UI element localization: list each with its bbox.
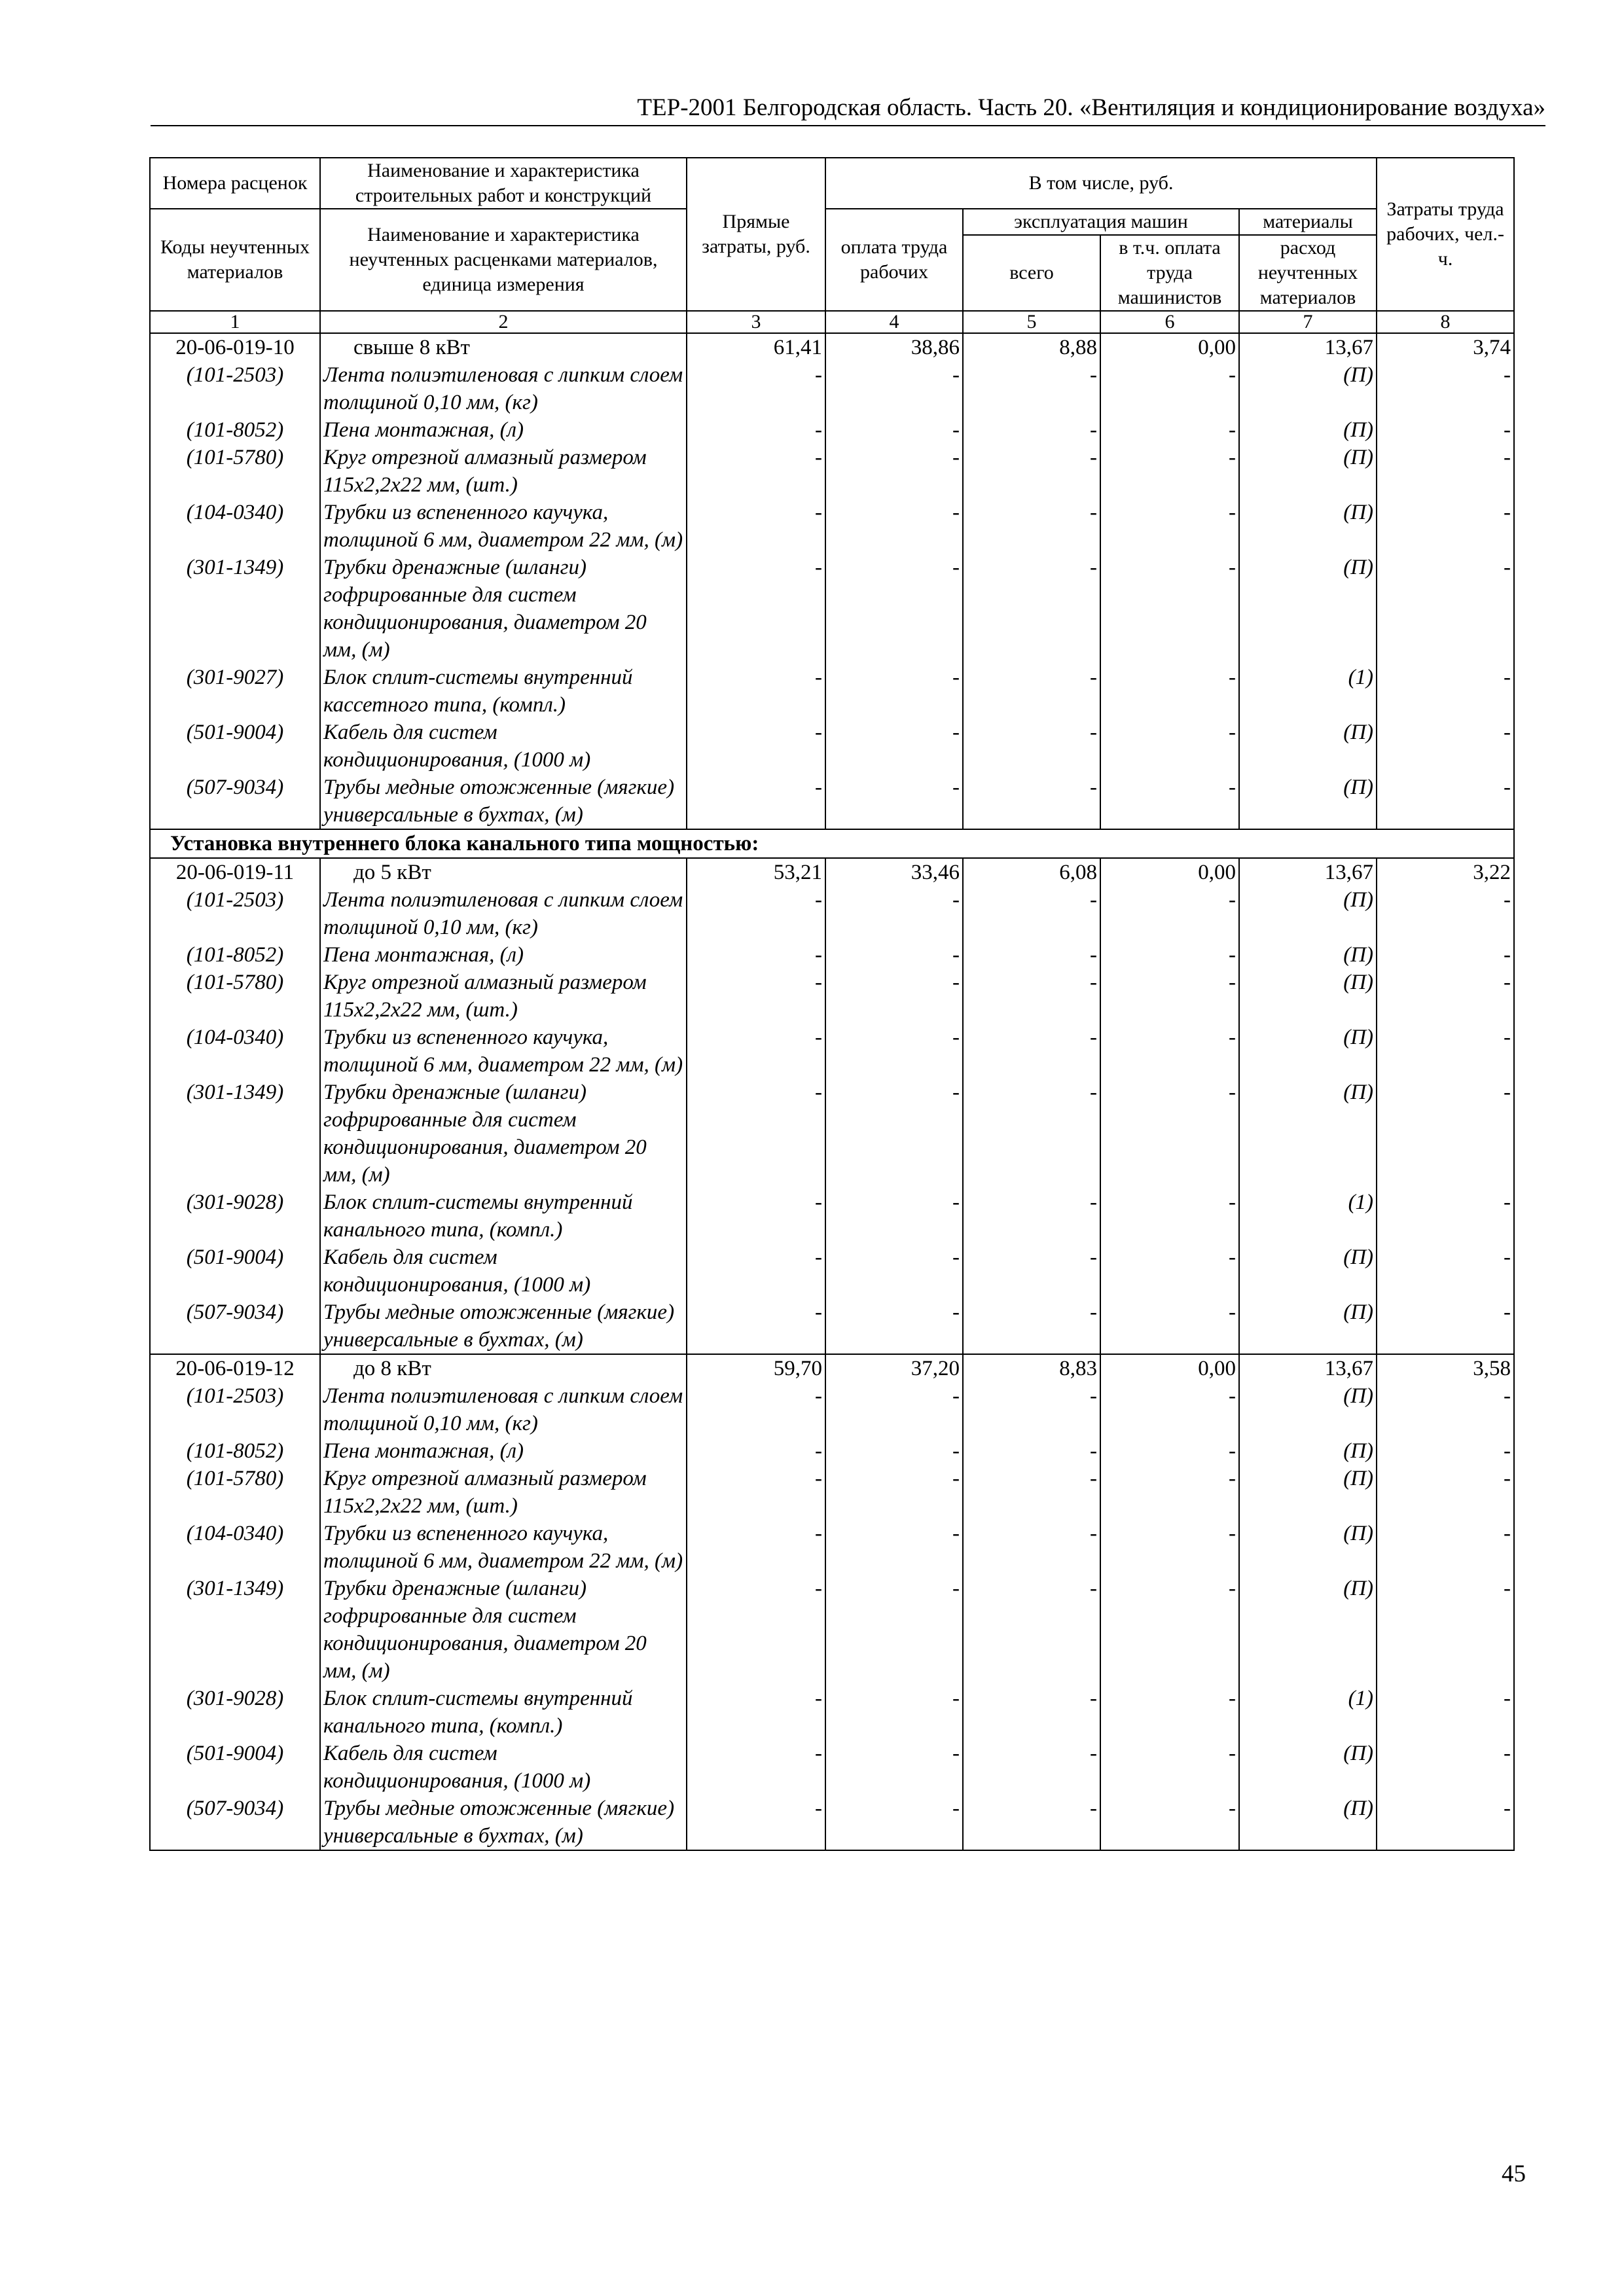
direct-costs: - bbox=[687, 969, 825, 1024]
labor-pay: - bbox=[825, 554, 963, 664]
rate-code: (501-9004) bbox=[150, 1244, 320, 1299]
direct-costs: - bbox=[687, 664, 825, 719]
labor-hours: - bbox=[1377, 444, 1514, 499]
direct-costs: - bbox=[687, 499, 825, 554]
machines-total: - bbox=[963, 886, 1100, 941]
labor-hours: - bbox=[1377, 361, 1514, 416]
labor-pay: - bbox=[825, 1244, 963, 1299]
material-row bbox=[150, 1244, 1514, 1299]
labor-hours: - bbox=[1377, 1740, 1514, 1795]
header-machinist-pay: в т.ч. оплата труда машинистов bbox=[1100, 235, 1239, 311]
item-name: Круг отрезной алмазный размером 115х2,2х22 мм, (шт.) bbox=[320, 444, 687, 499]
header-names-bottom: Наименование и характеристика неучтенных расценками материалов, единица измерения bbox=[320, 209, 687, 311]
column-number: 1 bbox=[150, 311, 320, 333]
item-name: Пена монтажная, (л) bbox=[320, 416, 687, 444]
materials-value: (П) bbox=[1239, 1575, 1377, 1685]
material-row bbox=[150, 664, 1514, 719]
labor-hours: - bbox=[1377, 1465, 1514, 1520]
item-name: Трубки из вспененного каучука, толщиной 6 мм, диаметром 22 мм, (м) bbox=[320, 1520, 687, 1575]
materials-value: (П) bbox=[1239, 1520, 1377, 1575]
labor-hours: - bbox=[1377, 1024, 1514, 1079]
header-labor-pay: оплата труда рабочих bbox=[825, 209, 963, 311]
materials-value: (П) bbox=[1239, 361, 1377, 416]
machines-total: - bbox=[963, 969, 1100, 1024]
direct-costs: - bbox=[687, 1382, 825, 1437]
materials-value: (П) bbox=[1239, 774, 1377, 829]
direct-costs: - bbox=[687, 1189, 825, 1244]
page-number: 45 bbox=[1502, 2161, 1526, 2187]
rate-code: (301-9028) bbox=[150, 1685, 320, 1740]
machines-total: - bbox=[963, 1685, 1100, 1740]
header-including: В том числе, руб. bbox=[825, 158, 1377, 209]
machines-total: 8,83 bbox=[963, 1354, 1100, 1382]
direct-costs: - bbox=[687, 1024, 825, 1079]
header-labor-hours: Затраты труда рабочих, чел.-ч. bbox=[1377, 158, 1514, 311]
labor-hours: 3,58 bbox=[1377, 1354, 1514, 1382]
machinist-pay: - bbox=[1100, 1437, 1239, 1465]
labor-pay: - bbox=[825, 1189, 963, 1244]
machines-total: - bbox=[963, 1382, 1100, 1437]
rate-code: (101-8052) bbox=[150, 1437, 320, 1465]
item-name: Трубки дренажные (шланги) гофрированные для систем кондиционирования, диаметром 20 мм, (м) bbox=[320, 1575, 687, 1685]
header-direct-costs: Прямые затраты, руб. bbox=[687, 158, 825, 311]
labor-hours: - bbox=[1377, 664, 1514, 719]
machines-total: - bbox=[963, 1189, 1100, 1244]
materials-value: (П) bbox=[1239, 1740, 1377, 1795]
column-number: 6 bbox=[1100, 311, 1239, 333]
rate-code: (104-0340) bbox=[150, 499, 320, 554]
machinist-pay: - bbox=[1100, 886, 1239, 941]
column-number: 8 bbox=[1377, 311, 1514, 333]
machines-total: - bbox=[963, 774, 1100, 829]
item-name: Пена монтажная, (л) bbox=[320, 1437, 687, 1465]
material-row bbox=[150, 1520, 1514, 1575]
labor-hours: 3,74 bbox=[1377, 333, 1514, 361]
item-name: Трубки дренажные (шланги) гофрированные для систем кондиционирования, диаметром 20 мм, (м) bbox=[320, 1079, 687, 1189]
machinist-pay: - bbox=[1100, 444, 1239, 499]
machinist-pay: - bbox=[1100, 416, 1239, 444]
direct-costs: - bbox=[687, 1079, 825, 1189]
direct-costs: - bbox=[687, 416, 825, 444]
rate-code: (101-5780) bbox=[150, 969, 320, 1024]
material-row bbox=[150, 1685, 1514, 1740]
material-row bbox=[150, 774, 1514, 829]
item-name: до 5 кВт bbox=[320, 858, 687, 886]
materials-value: (П) bbox=[1239, 719, 1377, 774]
item-name: Блок сплит-системы внутренний кассетного типа, (компл.) bbox=[320, 664, 687, 719]
labor-pay: - bbox=[825, 1575, 963, 1685]
direct-costs: - bbox=[687, 1244, 825, 1299]
machines-total: - bbox=[963, 1575, 1100, 1685]
material-row bbox=[150, 554, 1514, 664]
labor-pay: - bbox=[825, 1795, 963, 1850]
labor-pay: - bbox=[825, 1079, 963, 1189]
machines-total: - bbox=[963, 1024, 1100, 1079]
rate-code: (301-1349) bbox=[150, 554, 320, 664]
material-row bbox=[150, 969, 1514, 1024]
materials-value: (П) bbox=[1239, 886, 1377, 941]
labor-pay: - bbox=[825, 1740, 963, 1795]
machines-total: 6,08 bbox=[963, 858, 1100, 886]
materials-value: 13,67 bbox=[1239, 858, 1377, 886]
machinist-pay: - bbox=[1100, 1079, 1239, 1189]
material-row bbox=[150, 1795, 1514, 1850]
rate-code: (104-0340) bbox=[150, 1024, 320, 1079]
labor-pay: - bbox=[825, 774, 963, 829]
machines-total: - bbox=[963, 664, 1100, 719]
machines-total: - bbox=[963, 1437, 1100, 1465]
item-name: Кабель для систем кондиционирования, (1000 м) bbox=[320, 719, 687, 774]
column-number: 7 bbox=[1239, 311, 1377, 333]
rate-code: (101-5780) bbox=[150, 444, 320, 499]
direct-costs: 53,21 bbox=[687, 858, 825, 886]
running-header: ТЕР-2001 Белгородская область. Часть 20. «Вентиляция и кондиционирование воздуха» bbox=[151, 94, 1545, 126]
table-body bbox=[150, 333, 1514, 1850]
material-row bbox=[150, 444, 1514, 499]
direct-costs: - bbox=[687, 941, 825, 969]
labor-hours: - bbox=[1377, 886, 1514, 941]
material-row bbox=[150, 886, 1514, 941]
machinist-pay: - bbox=[1100, 1244, 1239, 1299]
direct-costs: - bbox=[687, 361, 825, 416]
labor-hours: - bbox=[1377, 1685, 1514, 1740]
labor-hours: - bbox=[1377, 1299, 1514, 1354]
rate-code: (301-1349) bbox=[150, 1575, 320, 1685]
material-row bbox=[150, 719, 1514, 774]
direct-costs: 61,41 bbox=[687, 333, 825, 361]
labor-pay: - bbox=[825, 1685, 963, 1740]
rate-code: 20-06-019-12 bbox=[150, 1354, 320, 1382]
machines-total: - bbox=[963, 361, 1100, 416]
machinist-pay: - bbox=[1100, 1465, 1239, 1520]
materials-value: (П) bbox=[1239, 1437, 1377, 1465]
item-name: Трубки из вспененного каучука, толщиной 6 мм, диаметром 22 мм, (м) bbox=[320, 1024, 687, 1079]
machines-total: - bbox=[963, 554, 1100, 664]
machinist-pay: - bbox=[1100, 1795, 1239, 1850]
labor-pay: 38,86 bbox=[825, 333, 963, 361]
labor-hours: - bbox=[1377, 1795, 1514, 1850]
materials-value: (1) bbox=[1239, 664, 1377, 719]
labor-pay: - bbox=[825, 1299, 963, 1354]
item-name: Лента полиэтиленовая с липким слоем толщиной 0,10 мм, (кг) bbox=[320, 361, 687, 416]
labor-pay: 37,20 bbox=[825, 1354, 963, 1382]
rate-code: (101-2503) bbox=[150, 361, 320, 416]
item-name: Блок сплит-системы внутренний канального типа, (компл.) bbox=[320, 1685, 687, 1740]
labor-pay: - bbox=[825, 1465, 963, 1520]
labor-pay: - bbox=[825, 1382, 963, 1437]
materials-value: (П) bbox=[1239, 1024, 1377, 1079]
direct-costs: - bbox=[687, 1299, 825, 1354]
direct-costs: - bbox=[687, 554, 825, 664]
labor-pay: 33,46 bbox=[825, 858, 963, 886]
header-unaccounted-materials: расход неучтенных материалов bbox=[1239, 235, 1377, 311]
labor-pay: - bbox=[825, 416, 963, 444]
direct-costs: - bbox=[687, 1437, 825, 1465]
machinist-pay: - bbox=[1100, 1024, 1239, 1079]
materials-value: 13,67 bbox=[1239, 1354, 1377, 1382]
labor-pay: - bbox=[825, 1520, 963, 1575]
machinist-pay: - bbox=[1100, 1299, 1239, 1354]
labor-hours: - bbox=[1377, 1437, 1514, 1465]
header-codes-top: Номера расценок bbox=[150, 158, 320, 209]
labor-pay: - bbox=[825, 941, 963, 969]
material-row bbox=[150, 1437, 1514, 1465]
machinist-pay: - bbox=[1100, 719, 1239, 774]
item-name: Кабель для систем кондиционирования, (1000 м) bbox=[320, 1244, 687, 1299]
direct-costs: - bbox=[687, 719, 825, 774]
labor-hours: - bbox=[1377, 941, 1514, 969]
section-heading: Установка внутреннего блока канального типа мощностью: bbox=[150, 829, 1514, 858]
labor-hours: - bbox=[1377, 1244, 1514, 1299]
direct-costs: - bbox=[687, 444, 825, 499]
machinist-pay: - bbox=[1100, 361, 1239, 416]
machines-total: - bbox=[963, 444, 1100, 499]
rate-row bbox=[150, 858, 1514, 886]
materials-value: (П) bbox=[1239, 1244, 1377, 1299]
labor-hours: - bbox=[1377, 969, 1514, 1024]
labor-hours: - bbox=[1377, 499, 1514, 554]
rate-code: (301-9028) bbox=[150, 1189, 320, 1244]
machines-total: - bbox=[963, 1299, 1100, 1354]
direct-costs: - bbox=[687, 774, 825, 829]
labor-pay: - bbox=[825, 499, 963, 554]
machinist-pay: - bbox=[1100, 1575, 1239, 1685]
rate-code: (101-8052) bbox=[150, 416, 320, 444]
materials-value: (П) bbox=[1239, 554, 1377, 664]
direct-costs: - bbox=[687, 886, 825, 941]
labor-pay: - bbox=[825, 361, 963, 416]
item-name: Кабель для систем кондиционирования, (1000 м) bbox=[320, 1740, 687, 1795]
machinist-pay: - bbox=[1100, 1382, 1239, 1437]
rate-code: (507-9034) bbox=[150, 774, 320, 829]
machinist-pay: - bbox=[1100, 941, 1239, 969]
material-row bbox=[150, 1024, 1514, 1079]
materials-value: (П) bbox=[1239, 416, 1377, 444]
table-header bbox=[150, 158, 1514, 333]
labor-pay: - bbox=[825, 664, 963, 719]
labor-hours: - bbox=[1377, 554, 1514, 664]
machinist-pay: - bbox=[1100, 1740, 1239, 1795]
rate-code: (101-2503) bbox=[150, 886, 320, 941]
column-number: 4 bbox=[825, 311, 963, 333]
item-name: Трубы медные отожженные (мягкие) универсальные в бухтах, (м) bbox=[320, 1795, 687, 1850]
rate-code: (101-5780) bbox=[150, 1465, 320, 1520]
labor-pay: - bbox=[825, 1437, 963, 1465]
material-row bbox=[150, 1189, 1514, 1244]
materials-value: (1) bbox=[1239, 1685, 1377, 1740]
machinist-pay: 0,00 bbox=[1100, 333, 1239, 361]
material-row bbox=[150, 1465, 1514, 1520]
material-row bbox=[150, 1740, 1514, 1795]
direct-costs: - bbox=[687, 1465, 825, 1520]
materials-value: (П) bbox=[1239, 1795, 1377, 1850]
machines-total: - bbox=[963, 719, 1100, 774]
rate-code: (301-1349) bbox=[150, 1079, 320, 1189]
material-row bbox=[150, 941, 1514, 969]
rates-table bbox=[149, 157, 1515, 1851]
item-name: Трубы медные отожженные (мягкие) универсальные в бухтах, (м) bbox=[320, 774, 687, 829]
materials-value: (П) bbox=[1239, 444, 1377, 499]
header-codes-bottom: Коды неучтенных материалов bbox=[150, 209, 320, 311]
direct-costs: 59,70 bbox=[687, 1354, 825, 1382]
header-machines-total: всего bbox=[963, 235, 1100, 311]
section-heading-row bbox=[150, 829, 1514, 858]
column-number: 2 bbox=[320, 311, 687, 333]
materials-value: (П) bbox=[1239, 1465, 1377, 1520]
machines-total: - bbox=[963, 1079, 1100, 1189]
material-row bbox=[150, 1079, 1514, 1189]
item-name: Лента полиэтиленовая с липким слоем толщиной 0,10 мм, (кг) bbox=[320, 1382, 687, 1437]
header-materials: материалы bbox=[1239, 209, 1377, 235]
item-name: свыше 8 кВт bbox=[320, 333, 687, 361]
machines-total: - bbox=[963, 1520, 1100, 1575]
rate-row bbox=[150, 1354, 1514, 1382]
machinist-pay: 0,00 bbox=[1100, 1354, 1239, 1382]
materials-value: (1) bbox=[1239, 1189, 1377, 1244]
machines-total: - bbox=[963, 1740, 1100, 1795]
materials-value: (П) bbox=[1239, 499, 1377, 554]
materials-value: (П) bbox=[1239, 1382, 1377, 1437]
machines-total: 8,88 bbox=[963, 333, 1100, 361]
header-machines: эксплуатация машин bbox=[963, 209, 1239, 235]
rate-code: (501-9004) bbox=[150, 1740, 320, 1795]
rate-code: (301-9027) bbox=[150, 664, 320, 719]
rate-code: (507-9034) bbox=[150, 1795, 320, 1850]
labor-hours: - bbox=[1377, 1520, 1514, 1575]
machinist-pay: - bbox=[1100, 1685, 1239, 1740]
labor-hours: - bbox=[1377, 1079, 1514, 1189]
rate-code: (101-8052) bbox=[150, 941, 320, 969]
rate-code: (501-9004) bbox=[150, 719, 320, 774]
materials-value: (П) bbox=[1239, 941, 1377, 969]
material-row bbox=[150, 499, 1514, 554]
machinist-pay: - bbox=[1100, 1520, 1239, 1575]
machines-total: - bbox=[963, 1465, 1100, 1520]
labor-pay: - bbox=[825, 1024, 963, 1079]
machinist-pay: - bbox=[1100, 664, 1239, 719]
labor-hours: - bbox=[1377, 416, 1514, 444]
labor-hours: - bbox=[1377, 719, 1514, 774]
machinist-pay: 0,00 bbox=[1100, 858, 1239, 886]
direct-costs: - bbox=[687, 1795, 825, 1850]
rate-code: (507-9034) bbox=[150, 1299, 320, 1354]
labor-hours: 3,22 bbox=[1377, 858, 1514, 886]
column-number: 3 bbox=[687, 311, 825, 333]
material-row bbox=[150, 361, 1514, 416]
material-row bbox=[150, 416, 1514, 444]
rate-code: (104-0340) bbox=[150, 1520, 320, 1575]
labor-hours: - bbox=[1377, 774, 1514, 829]
machines-total: - bbox=[963, 1795, 1100, 1850]
labor-hours: - bbox=[1377, 1382, 1514, 1437]
labor-pay: - bbox=[825, 969, 963, 1024]
rate-code: 20-06-019-10 bbox=[150, 333, 320, 361]
labor-pay: - bbox=[825, 886, 963, 941]
labor-hours: - bbox=[1377, 1189, 1514, 1244]
material-row bbox=[150, 1382, 1514, 1437]
machinist-pay: - bbox=[1100, 969, 1239, 1024]
item-name: Блок сплит-системы внутренний канального типа, (компл.) bbox=[320, 1189, 687, 1244]
item-name: Круг отрезной алмазный размером 115х2,2х22 мм, (шт.) bbox=[320, 1465, 687, 1520]
item-name: до 8 кВт bbox=[320, 1354, 687, 1382]
material-row bbox=[150, 1575, 1514, 1685]
machines-total: - bbox=[963, 499, 1100, 554]
materials-value: (П) bbox=[1239, 1079, 1377, 1189]
machines-total: - bbox=[963, 941, 1100, 969]
machinist-pay: - bbox=[1100, 774, 1239, 829]
rate-row bbox=[150, 333, 1514, 361]
machinist-pay: - bbox=[1100, 1189, 1239, 1244]
item-name: Трубы медные отожженные (мягкие) универсальные в бухтах, (м) bbox=[320, 1299, 687, 1354]
direct-costs: - bbox=[687, 1740, 825, 1795]
materials-value: 13,67 bbox=[1239, 333, 1377, 361]
machinist-pay: - bbox=[1100, 499, 1239, 554]
item-name: Трубки дренажные (шланги) гофрированные для систем кондиционирования, диаметром 20 мм, (м) bbox=[320, 554, 687, 664]
direct-costs: - bbox=[687, 1520, 825, 1575]
item-name: Круг отрезной алмазный размером 115х2,2х22 мм, (шт.) bbox=[320, 969, 687, 1024]
item-name: Трубки из вспененного каучука, толщиной 6 мм, диаметром 22 мм, (м) bbox=[320, 499, 687, 554]
materials-value: (П) bbox=[1239, 969, 1377, 1024]
rate-code: 20-06-019-11 bbox=[150, 858, 320, 886]
header-names-top: Наименование и характеристика строительных работ и конструкций bbox=[320, 158, 687, 209]
material-row bbox=[150, 1299, 1514, 1354]
machines-total: - bbox=[963, 1244, 1100, 1299]
column-number: 5 bbox=[963, 311, 1100, 333]
item-name: Пена монтажная, (л) bbox=[320, 941, 687, 969]
direct-costs: - bbox=[687, 1685, 825, 1740]
machinist-pay: - bbox=[1100, 554, 1239, 664]
machines-total: - bbox=[963, 416, 1100, 444]
labor-hours: - bbox=[1377, 1575, 1514, 1685]
item-name: Лента полиэтиленовая с липким слоем толщиной 0,10 мм, (кг) bbox=[320, 886, 687, 941]
labor-pay: - bbox=[825, 719, 963, 774]
rate-code: (101-2503) bbox=[150, 1382, 320, 1437]
materials-value: (П) bbox=[1239, 1299, 1377, 1354]
direct-costs: - bbox=[687, 1575, 825, 1685]
labor-pay: - bbox=[825, 444, 963, 499]
